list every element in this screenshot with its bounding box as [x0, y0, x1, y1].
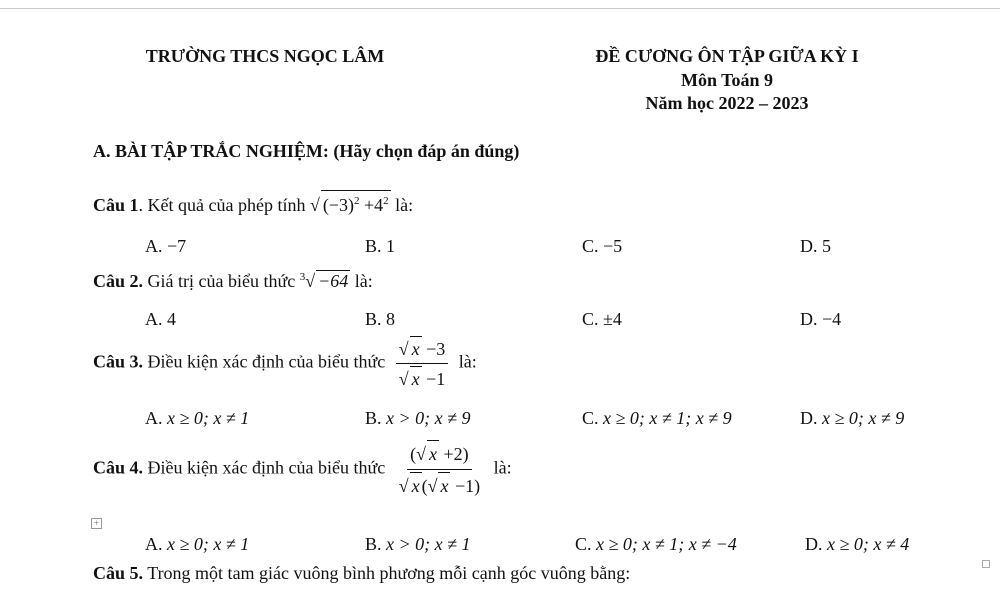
question-2: Câu 2. Giá trị của biểu thức $^3$√ −64 là:: [93, 271, 373, 291]
q4-label: Câu 4.: [93, 457, 144, 478]
school-name: TRƯỜNG THCS NGỌC LÂM: [145, 46, 385, 66]
q3-option-a: A. x ≥ 0; x ≠ 1: [145, 408, 250, 428]
q4-value-b: x > 0; x ≠ 1: [386, 534, 471, 554]
q3-option-b: B. x > 0; x ≠ 9: [365, 408, 471, 428]
question-1: [93, 190, 413, 215]
school-year: Năm học 2022 – 2023: [645, 93, 809, 113]
q4-value-c: x ≥ 0; x ≠ 1; x ≠ −4: [596, 534, 737, 554]
q4-option-d: D. x ≥ 0; x ≠ 4: [805, 534, 910, 554]
q1-option-b: B. 1: [365, 236, 396, 256]
page-top-border: [0, 8, 1000, 9]
q3-option-c: C. x ≥ 0; x ≠ 1; x ≠ 9: [582, 408, 732, 428]
q1-option-a: A. −7: [145, 236, 187, 256]
q2-option-c: C. ±4: [582, 309, 622, 329]
q4-fraction: $\frac{(√ x +2)}{√ x (√ x -1)}$: [396, 440, 483, 499]
q2-option-b: B. 8: [365, 309, 396, 329]
q2-radicand: −64: [318, 271, 349, 291]
question-5: [93, 563, 630, 583]
table-move-handle-icon[interactable]: +: [91, 518, 102, 529]
q3-value-d: x ≥ 0; x ≠ 9: [822, 408, 905, 428]
q2-option-d: D. −4: [800, 309, 842, 329]
q1-exp: 2: [354, 195, 360, 207]
q1-label: Câu 1: [93, 195, 139, 215]
q1-text: . Kết quả của phép tính: [138, 195, 306, 215]
q4-num-x: x: [427, 440, 439, 467]
q2-tail: là:: [354, 271, 373, 291]
document-title: ĐỀ CƯƠNG ÔN TẬP GIỮA KỲ I: [595, 46, 859, 66]
q3-num-x: x: [410, 336, 422, 361]
q4-text: Điều kiện xác định của biểu thức: [147, 457, 386, 478]
q1-exp2: 2: [383, 195, 389, 207]
q4-value-d: x ≥ 0; x ≠ 4: [827, 534, 910, 554]
q2-root-index: 3: [299, 271, 306, 283]
q3-option-d: D. x ≥ 0; x ≠ 9: [800, 408, 905, 428]
q1-tail: là:: [395, 195, 414, 215]
q4-den-x2: x: [438, 472, 450, 499]
q3-numerator: −3: [426, 339, 446, 359]
q3-den-x: x: [410, 366, 422, 391]
q4-tail: là:: [493, 457, 512, 478]
question-3: [93, 336, 477, 391]
q3-text: Điều kiện xác định của biểu thức: [147, 351, 386, 372]
q4-den-x1: x: [410, 472, 422, 499]
q3-value-b: x > 0; x ≠ 9: [386, 408, 471, 428]
q4-value-a: x ≥ 0; x ≠ 1: [167, 534, 250, 554]
q5-text: Trong một tam giác vuông bình phương mỗi cạnh góc vuông bằng:: [147, 563, 631, 583]
q3-fraction: $\frac{√ x -3}{√ x -1}$: [396, 336, 449, 391]
q3-tail: là:: [458, 351, 477, 372]
section-a-heading: A. BÀI TẬP TRẮC NGHIỆM: (Hãy chọn đáp án đúng): [93, 141, 520, 161]
q1-option-c: C. −5: [582, 236, 623, 256]
table-resize-handle-icon[interactable]: [982, 560, 990, 568]
q3-value-c: x ≥ 0; x ≠ 1; x ≠ 9: [603, 408, 732, 428]
q1-expression: √ $(-3)^2 +4^2$: [310, 195, 391, 215]
q3-value-a: x ≥ 0; x ≠ 1: [167, 408, 250, 428]
q3-label: Câu 3.: [93, 351, 144, 372]
q4-denominator: −1): [454, 476, 481, 496]
q5-label: Câu 5.: [93, 563, 144, 583]
q1-option-d: D. 5: [800, 236, 831, 256]
q2-option-a: A. 4: [145, 309, 176, 329]
q2-label: Câu 2.: [93, 271, 144, 291]
question-4: [93, 440, 512, 499]
q4-option-c: C. x ≥ 0; x ≠ 1; x ≠ −4: [575, 534, 737, 554]
q2-text: Giá trị của biểu thức: [147, 271, 296, 291]
q1-base: (−3): [322, 195, 354, 215]
q4-option-a: A. x ≥ 0; x ≠ 1: [145, 534, 250, 554]
q3-denominator: −1: [426, 369, 446, 389]
q4-numerator: +2): [443, 444, 469, 464]
subject: Môn Toán 9: [680, 70, 774, 90]
q4-option-b: B. x > 0; x ≠ 1: [365, 534, 471, 554]
q1-plus: +4: [364, 195, 384, 215]
